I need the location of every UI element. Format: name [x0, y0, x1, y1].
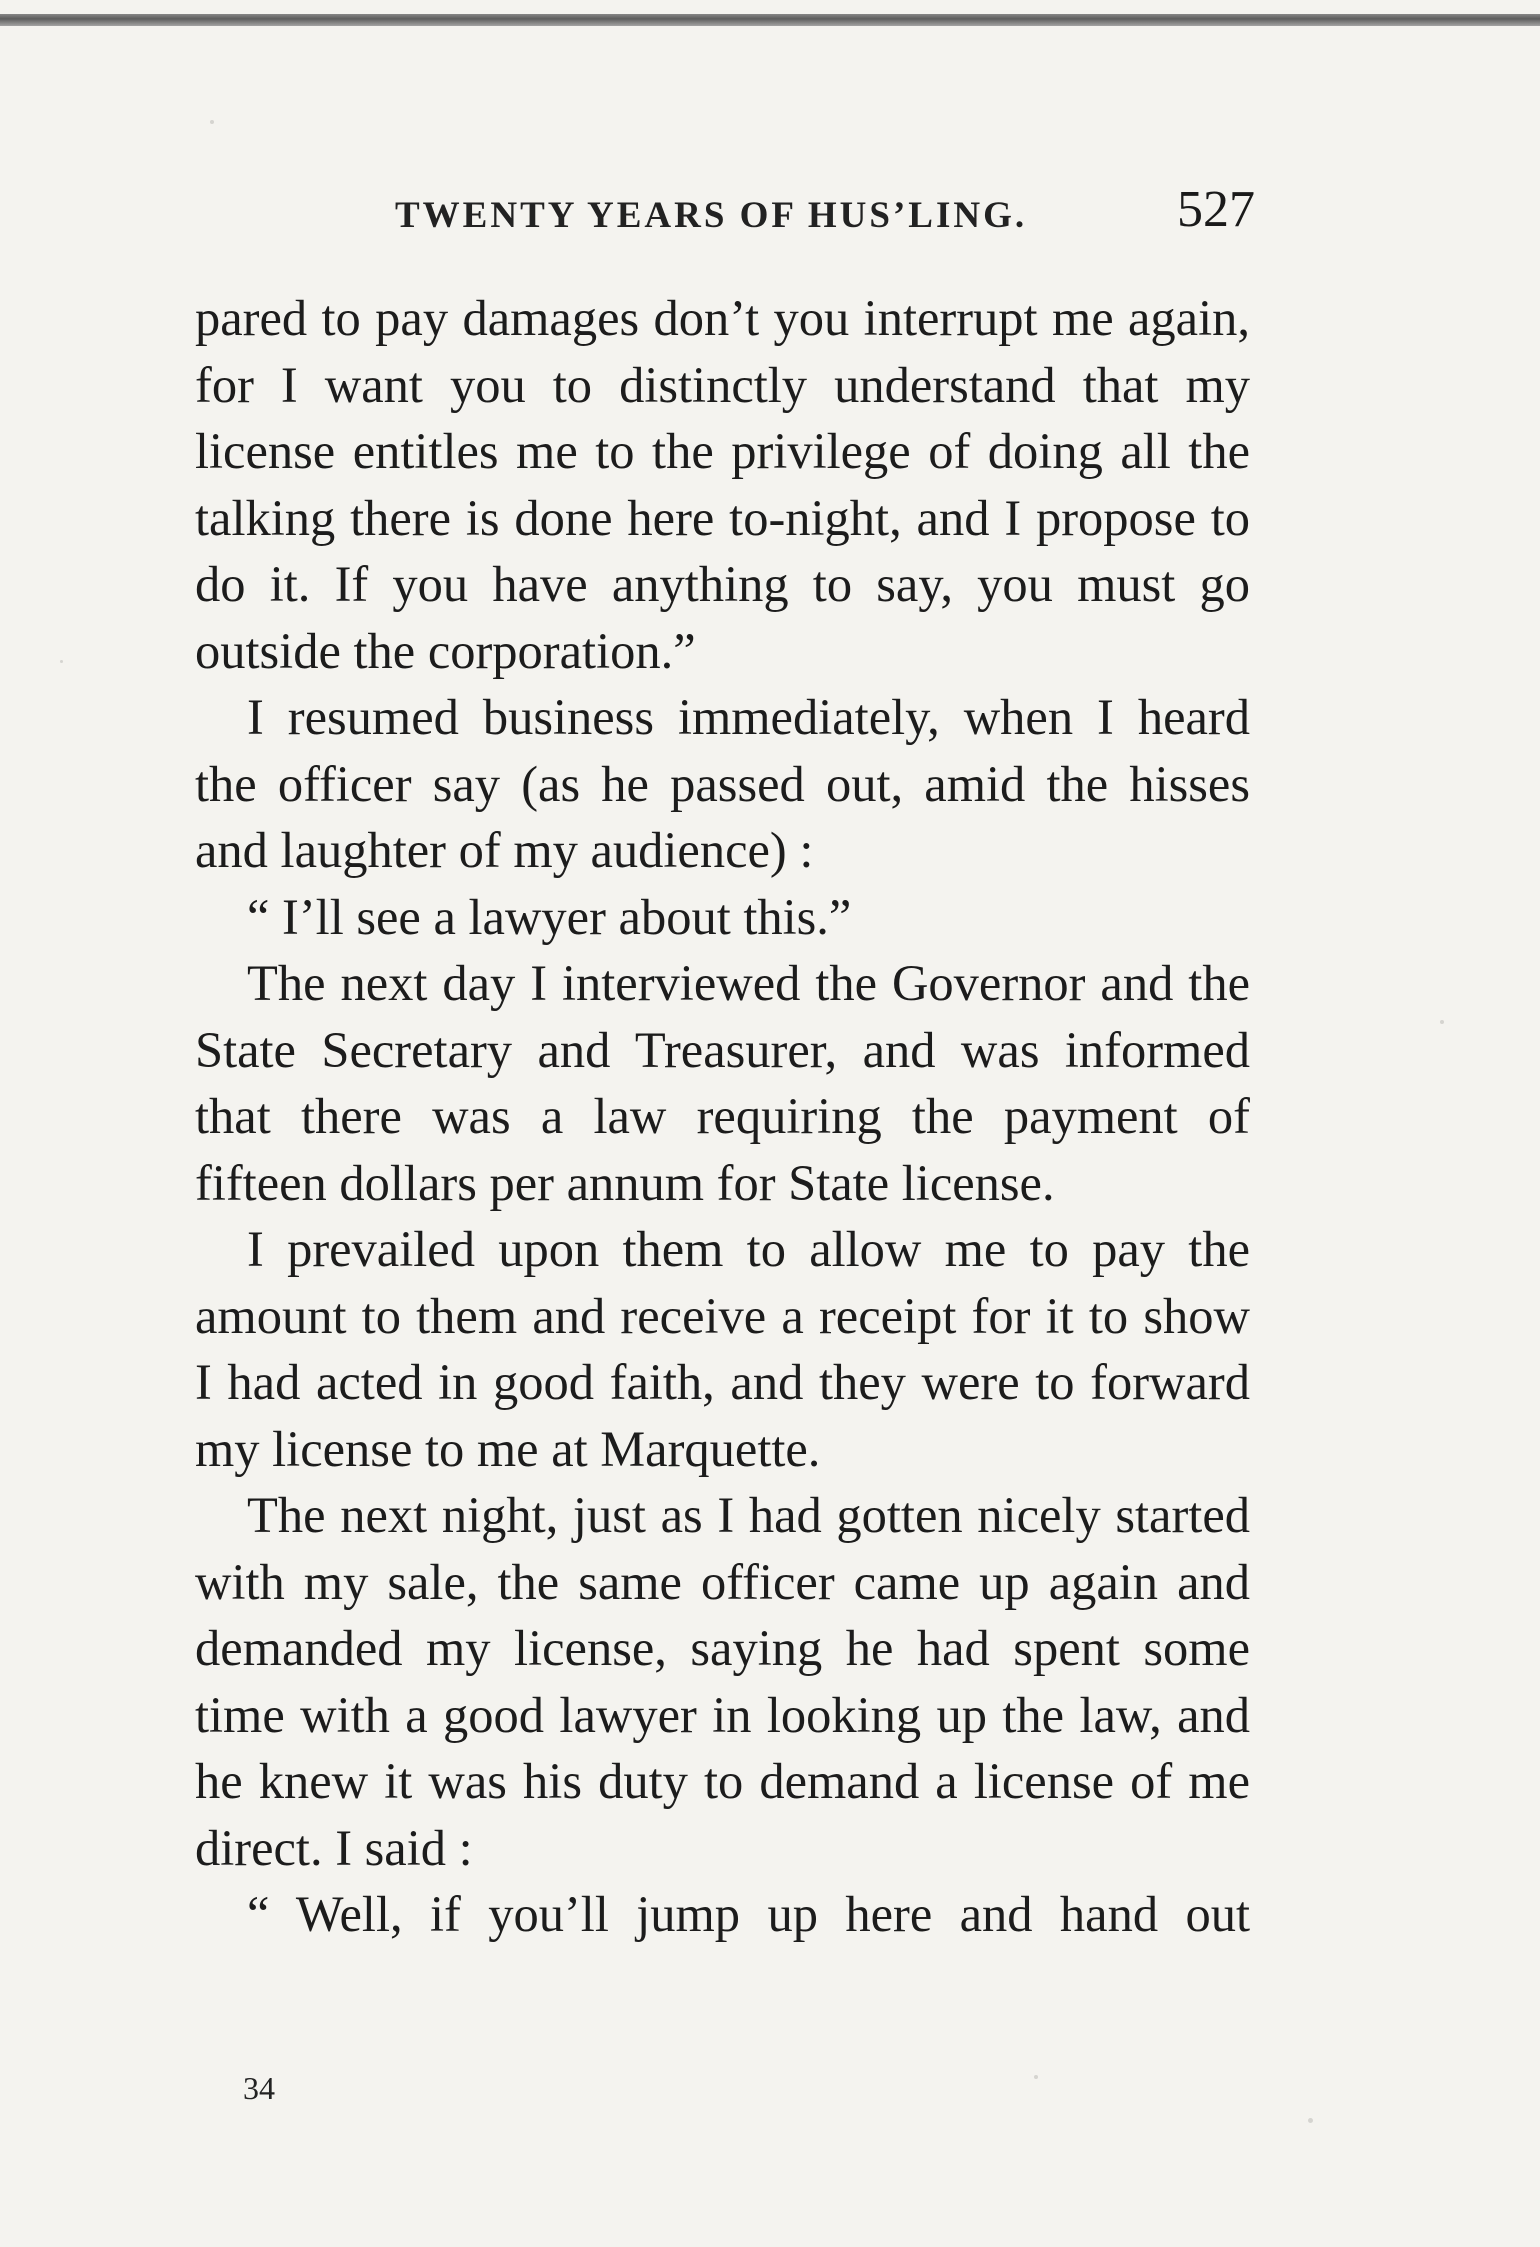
- body-text: [195, 285, 1250, 1948]
- paragraph-quote: “ Well, if you’ll jump up here and hand out: [247, 1886, 1250, 1942]
- scan-top-edge: [0, 14, 1540, 26]
- signature-mark: 34: [243, 2070, 275, 2106]
- page-header: [395, 180, 1265, 250]
- paragraph-quote: “ I’ll see a lawyer about this.”: [247, 888, 852, 945]
- paragraph: I prevailed upon them to allow me to pay the amount to them and receive a receipt for it to show I had acted in good faith, and they were to forward my license to me at Marquette.: [195, 1221, 1250, 1477]
- paragraph: The next night, just as I had gotten nicely started with my sale, the same officer came up again and demanded my license, saying he had spent some time with a good lawyer in looking up the law, and he knew it was his duty to demand a license of me direct. I said :: [195, 1487, 1250, 1876]
- scan-speck: [210, 120, 214, 124]
- scan-speck: [1440, 1020, 1444, 1024]
- running-title: TWENTY YEARS OF HUS’LING.: [395, 195, 1028, 236]
- paragraph-continued: pared to pay damages don’t you interrupt me again, for I want you to distinctly understand that my license entitles me to the privilege of doing all the talking there is done here to-night, and I propose to do it. If you have anything to say, you must go outside the corporation.”: [195, 290, 1250, 679]
- scan-speck: [1308, 2118, 1313, 2123]
- scan-speck: [1034, 2075, 1038, 2079]
- paragraph: The next day I interviewed the Governor and the State Secretary and Treasurer, and was informed that there was a law requiring the payment of fifteen dollars per annum for State license.: [195, 955, 1250, 1211]
- page-number: 527: [1177, 181, 1255, 238]
- scan-speck: [60, 660, 63, 663]
- paragraph: I resumed business immediately, when I heard the officer say (as he passed out, amid the hisses and laughter of my audience) :: [195, 689, 1250, 878]
